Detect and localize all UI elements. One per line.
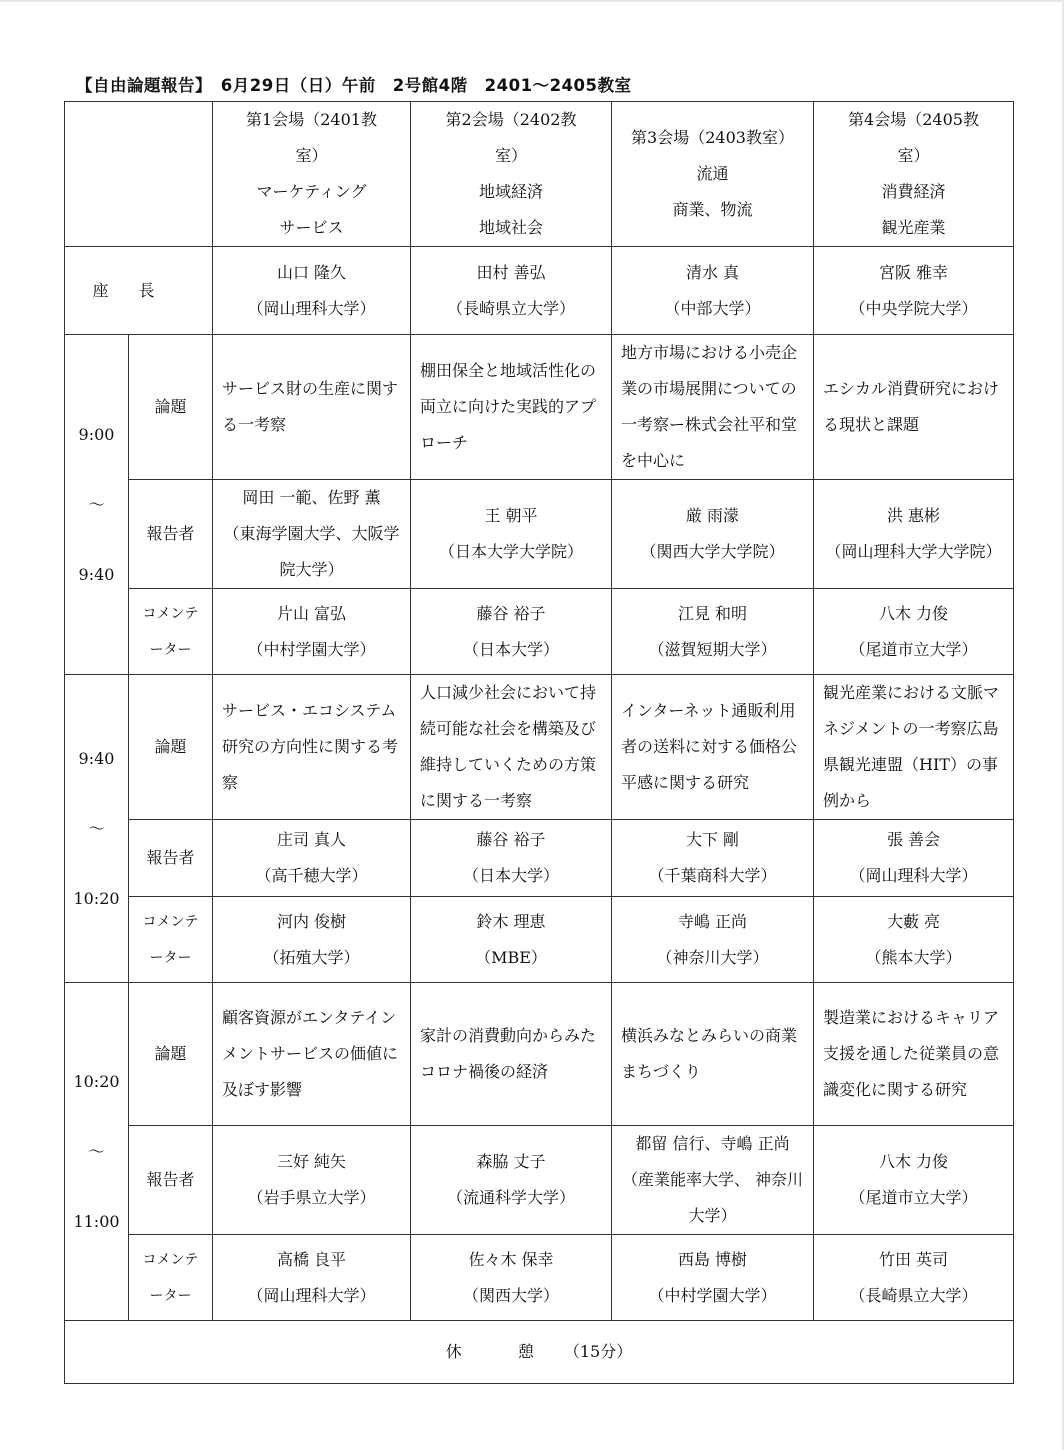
- session-end-time: 10:20: [73, 888, 120, 908]
- commentator-cell: 西島 博樹 （中村学園大学）: [612, 1235, 814, 1321]
- commentator-cell: 河内 俊樹 （拓殖大学）: [213, 897, 411, 983]
- session-1-presenter-row: [65, 480, 1014, 589]
- session-3-time: [65, 983, 129, 1321]
- venue-theme1: 地域経済: [478, 182, 543, 201]
- presenter-cell: 都留 信行、寺嶋 正尚 （産業能率大学、 神奈川大学）: [612, 1126, 814, 1235]
- venue-theme2: サービス: [279, 218, 344, 237]
- topic-cell: 顧客資源がエンタテインメントサービスの価値に及ぼす影響: [213, 983, 411, 1126]
- presenter-label: 報告者: [129, 1126, 213, 1235]
- commentator-cell: 佐々木 保幸 （関西大学）: [411, 1235, 612, 1321]
- corner-cell: [65, 102, 213, 247]
- commentator-cell: 八木 力俊 （尾道市立大学）: [814, 589, 1014, 675]
- topic-cell: 横浜みなとみらいの商業まちづくり: [612, 983, 814, 1126]
- topic-cell: サービス財の生産に関する一考察: [213, 335, 411, 480]
- session-1-time: [65, 335, 129, 675]
- session-end-time: 11:00: [73, 1211, 120, 1231]
- topic-cell: サービス・エコシステム研究の方向性に関する考察: [213, 675, 411, 820]
- session-end-time: 9:40: [78, 564, 115, 584]
- commentator-cell: 藤谷 裕子 （日本大学）: [411, 589, 612, 675]
- presenter-label: 報告者: [129, 480, 213, 589]
- session-2-presenter-row: [65, 820, 1014, 897]
- commentator-cell: 寺嶋 正尚 （神奈川大学）: [612, 897, 814, 983]
- presenter-cell: 藤谷 裕子 （日本大学）: [411, 820, 612, 897]
- presenter-cell: 岡田 一範、佐野 薫 （東海学園大学、大阪学院大学）: [213, 480, 411, 589]
- topic-cell: 棚田保全と地域活性化の両立に向けた実践的アプローチ: [411, 335, 612, 480]
- chair-row: [65, 247, 1014, 335]
- commentator-cell: 高橋 良平 （岡山理科大学）: [213, 1235, 411, 1321]
- break-label-2: 憩: [517, 1342, 534, 1361]
- venue-theme2: 商業、物流: [672, 200, 753, 219]
- session-1-commentator-row: [65, 589, 1014, 675]
- presenter-cell: 洪 惠彬 （岡山理科大学大学院）: [814, 480, 1014, 589]
- presenter-cell: 張 善会 （岡山理科大学）: [814, 820, 1014, 897]
- venue-name-line1: 第2会場（2402教: [445, 110, 577, 129]
- commentator-label: コメンテ ーター: [129, 897, 213, 983]
- chair-cell: 宮阪 雅幸 （中央学院大学）: [814, 247, 1014, 335]
- commentator-label: コメンテ ーター: [129, 589, 213, 675]
- break-row: [65, 1321, 1014, 1384]
- topic-cell: 家計の消費動向からみたコロナ禍後の経済: [411, 983, 612, 1126]
- session-2-topic-row: [65, 675, 1014, 820]
- break-label-1: 休: [445, 1342, 462, 1361]
- venue-theme1: マーケティング: [256, 182, 367, 201]
- break-duration: （15分）: [563, 1342, 633, 1361]
- topic-label: 論題: [129, 983, 213, 1126]
- presenter-cell: 厳 雨濛 （関西大学大学院）: [612, 480, 814, 589]
- presenter-cell: 庄司 真人 （高千穂大学）: [213, 820, 411, 897]
- topic-cell: 人口減少社会において持続可能な社会を構築及び維持していくための方策に関する一考察: [411, 675, 612, 820]
- session-start-time: 9:40: [78, 748, 115, 768]
- session-1-topic-row: [65, 335, 1014, 480]
- commentator-cell: 片山 富弘 （中村学園大学）: [213, 589, 411, 675]
- presenter-cell: 三好 純矢 （岩手県立大学）: [213, 1126, 411, 1235]
- venue-2-header: [411, 102, 612, 247]
- chair-cell: 清水 真 （中部大学）: [612, 247, 814, 335]
- commentator-cell: 大藪 亮 （熊本大学）: [814, 897, 1014, 983]
- document-header: 【自由論題報告】 6月29日（日）午前 2号館4階 2401〜2405教室: [76, 76, 632, 95]
- presenter-cell: 八木 力俊 （尾道市立大学）: [814, 1126, 1014, 1235]
- chair-cell: 田村 善弘 （長崎県立大学）: [411, 247, 612, 335]
- topic-label: 論題: [129, 335, 213, 480]
- schedule-table: [64, 101, 1014, 1384]
- venue-name-line1: 第4会場（2405教: [848, 110, 979, 129]
- session-2-time: [65, 675, 129, 983]
- venue-name-line2: 室）: [897, 146, 930, 165]
- session-2-commentator-row: [65, 897, 1014, 983]
- venue-theme1: 消費経済: [881, 182, 946, 201]
- presenter-cell: 森脇 丈子 （流通科学大学）: [411, 1126, 612, 1235]
- page-edge-top: [0, 0, 1064, 2]
- venue-header-row: [65, 102, 1014, 247]
- venue-theme2: 観光産業: [881, 218, 946, 237]
- topic-cell: 観光産業における文脈マネジメントの一考察広島県観光連盟（HIT）の事例から: [814, 675, 1014, 820]
- commentator-cell: 江見 和明 （滋賀短期大学）: [612, 589, 814, 675]
- venue-4-header: [814, 102, 1014, 247]
- venue-name-line2: 室）: [295, 146, 328, 165]
- presenter-label: 報告者: [129, 820, 213, 897]
- venue-theme2: 地域社会: [478, 218, 543, 237]
- chair-label: 座長: [65, 247, 213, 335]
- topic-label: 論題: [129, 675, 213, 820]
- presenter-cell: 大下 剛 （千葉商科大学）: [612, 820, 814, 897]
- time-tilde: 〜: [88, 494, 105, 514]
- session-3-presenter-row: [65, 1126, 1014, 1235]
- venue-name-line1: 第3会場（2403教室）: [631, 128, 794, 147]
- break-cell: [65, 1321, 1014, 1384]
- commentator-cell: 竹田 英司 （長崎県立大学）: [814, 1235, 1014, 1321]
- topic-cell: 地方市場における小売企業の市場展開についての一考察ー株式会社平和堂を中心に: [612, 335, 814, 480]
- topic-cell: エシカル消費研究における現状と課題: [814, 335, 1014, 480]
- presenter-cell: 王 朝平 （日本大学大学院）: [411, 480, 612, 589]
- chair-cell: 山口 隆久 （岡山理科大学）: [213, 247, 411, 335]
- venue-name-line2: 室）: [494, 146, 527, 165]
- venue-1-header: [213, 102, 411, 247]
- commentator-label: コメンテ ーター: [129, 1235, 213, 1321]
- topic-cell: 製造業におけるキャリア支援を通した従業員の意識変化に関する研究: [814, 983, 1014, 1126]
- session-start-time: 10:20: [73, 1071, 120, 1091]
- venue-name-line1: 第1会場（2401教: [246, 110, 377, 129]
- time-tilde: 〜: [88, 1141, 105, 1161]
- venue-theme1: 流通: [696, 164, 729, 183]
- commentator-cell: 鈴木 理恵 （MBE）: [411, 897, 612, 983]
- topic-cell: インターネット通販利用者の送料に対する価格公平感に関する研究: [612, 675, 814, 820]
- time-tilde: 〜: [88, 818, 105, 838]
- session-3-commentator-row: [65, 1235, 1014, 1321]
- session-start-time: 9:00: [78, 424, 115, 444]
- venue-3-header: [612, 102, 814, 247]
- session-3-topic-row: [65, 983, 1014, 1126]
